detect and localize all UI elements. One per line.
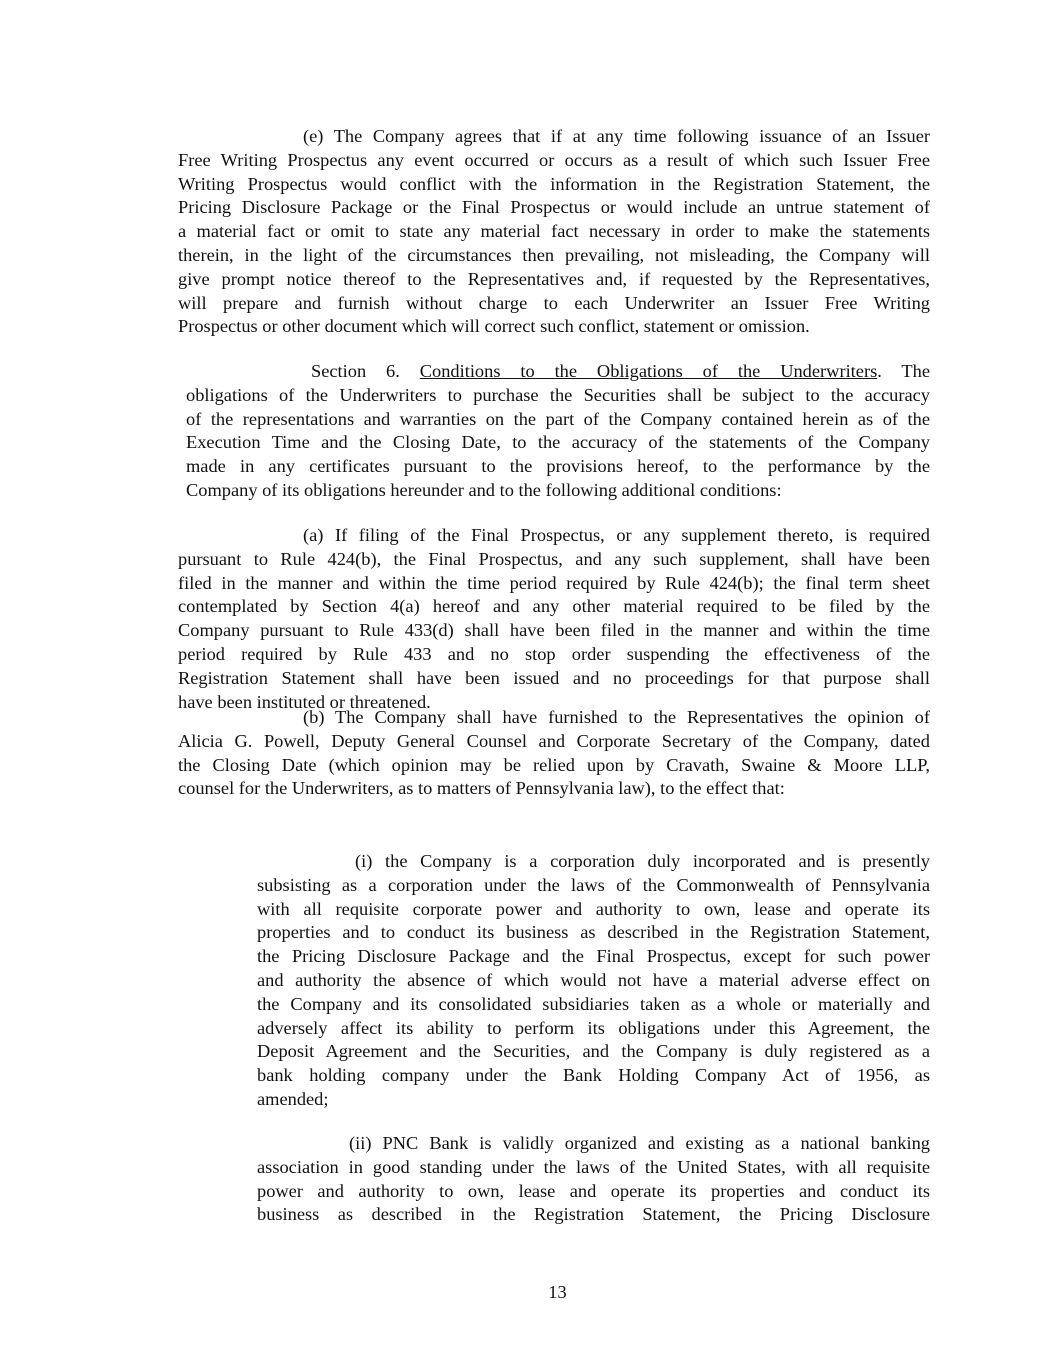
text-line: the Company and its consolidated subsidiaries taken as a whole or materially and [257, 993, 930, 1014]
text-line: (ii) PNC Bank is validly organized and existing as a national banking [349, 1133, 930, 1153]
para-b-paragraph [178, 706, 930, 801]
section-number: Section 6. [311, 361, 420, 381]
text-line: will prepare and furnish without charge to each Underwriter an Issuer Free Writing [178, 292, 930, 313]
text-line: have been instituted or threatened. [178, 691, 431, 712]
text-line: subsisting as a corporation under the laws of the Commonwealth of Pennsylvania [257, 874, 930, 895]
text-line: the Closing Date (which opinion may be relied upon by Cravath, Swaine & Moore LLP, [178, 754, 930, 775]
text-line: business as described in the Registration Statement, the Pricing Disclosure [257, 1204, 930, 1225]
text-line: counsel for the Underwriters, as to matters of Pennsylvania law), to the effect that: [178, 778, 785, 799]
text-line: Registration Statement shall have been issued and no proceedings for that purpose shall [178, 667, 930, 688]
text-line: a material fact or omit to state any material fact necessary in order to make the statements [178, 221, 930, 242]
text-line: (i) the Company is a corporation duly incorporated and is presently [355, 851, 930, 871]
text-line: Writing Prospectus would conflict with the information in the Registration Statement, the [178, 173, 930, 194]
text-line: (a) If filing of the Final Prospectus, or any supplement thereto, is required [303, 525, 930, 545]
text-line: Company pursuant to Rule 433(d) shall have been filed in the manner and within the time [178, 620, 930, 641]
text-line: (e) The Company agrees that if at any time following issuance of an Issuer [303, 126, 930, 146]
text-line: Prospectus or other document which will correct such conflict, statement or omission. [178, 316, 810, 337]
text-line: the Pricing Disclosure Package and the Final Prospectus, except for such power [257, 946, 930, 967]
text-line: period required by Rule 433 and no stop order suspending the effectiveness of the [178, 643, 930, 664]
text-line: therein, in the light of the circumstances then prevailing, not misleading, the Company will [178, 244, 930, 265]
text-line: (b) The Company shall have furnished to the Representatives the opinion of [303, 707, 930, 727]
text-line: Execution Time and the Closing Date, to the accuracy of the statements of the Company [186, 432, 930, 453]
text-line: amended; [257, 1088, 329, 1109]
section-6-paragraph [186, 360, 930, 503]
text-line: pursuant to Rule 424(b), the Final Prospectus, and any such supplement, shall have been [178, 548, 930, 569]
text-line: obligations of the Underwriters to purchase the Securities shall be subject to the accuracy [186, 384, 930, 405]
section-title: Conditions to the Obligations of the Underwriters [419, 361, 878, 381]
text-line: power and authority to own, lease and operate its properties and conduct its [257, 1180, 930, 1201]
text-line: Deposit Agreement and the Securities, and the Company is duly registered as a [257, 1041, 930, 1062]
text-line: and authority the absence of which would not have a material adverse effect on [257, 969, 930, 990]
text-line: with all requisite corporate power and authority to own, lease and operate its [257, 898, 930, 919]
text-line: made in any certificates pursuant to the provisions hereof, to the performance by the [186, 456, 930, 477]
text-line: contemplated by Section 4(a) hereof and any other material required to be filed by the [178, 596, 930, 617]
text-line: Alicia G. Powell, Deputy General Counsel and Corporate Secretary of the Company, dated [178, 730, 930, 751]
para-e-paragraph [178, 125, 930, 339]
text-line: filed in the manner and within the time period required by Rule 424(b); the final term sheet [178, 572, 930, 593]
para-ii-paragraph [257, 1132, 930, 1227]
text-line: properties and to conduct its business as described in the Registration Statement, [257, 922, 930, 943]
text-line: adversely affect its ability to perform its obligations under this Agreement, the [257, 1017, 930, 1038]
page-number: 13 [548, 1282, 567, 1302]
text-line: association in good standing under the laws of the United States, with all requisite [257, 1156, 930, 1177]
text-line: Company of its obligations hereunder and to the following additional conditions: [186, 479, 782, 500]
text-line: Free Writing Prospectus any event occurred or occurs as a result of which such Issuer Free [178, 149, 930, 170]
text-line: Pricing Disclosure Package or the Final Prospectus or would include an untrue statement of [178, 197, 930, 218]
text-line: give prompt notice thereof to the Representatives and, if requested by the Representatives, [178, 268, 930, 289]
section-heading-line [311, 360, 930, 384]
para-a-paragraph [178, 524, 930, 714]
text-line: bank holding company under the Bank Holding Company Act of 1956, as [257, 1065, 930, 1086]
para-i-paragraph [257, 850, 930, 1112]
text-line: of the representations and warranties on the part of the Company contained herein as of the [186, 408, 930, 429]
section-heading-continuation: . The [877, 361, 930, 381]
